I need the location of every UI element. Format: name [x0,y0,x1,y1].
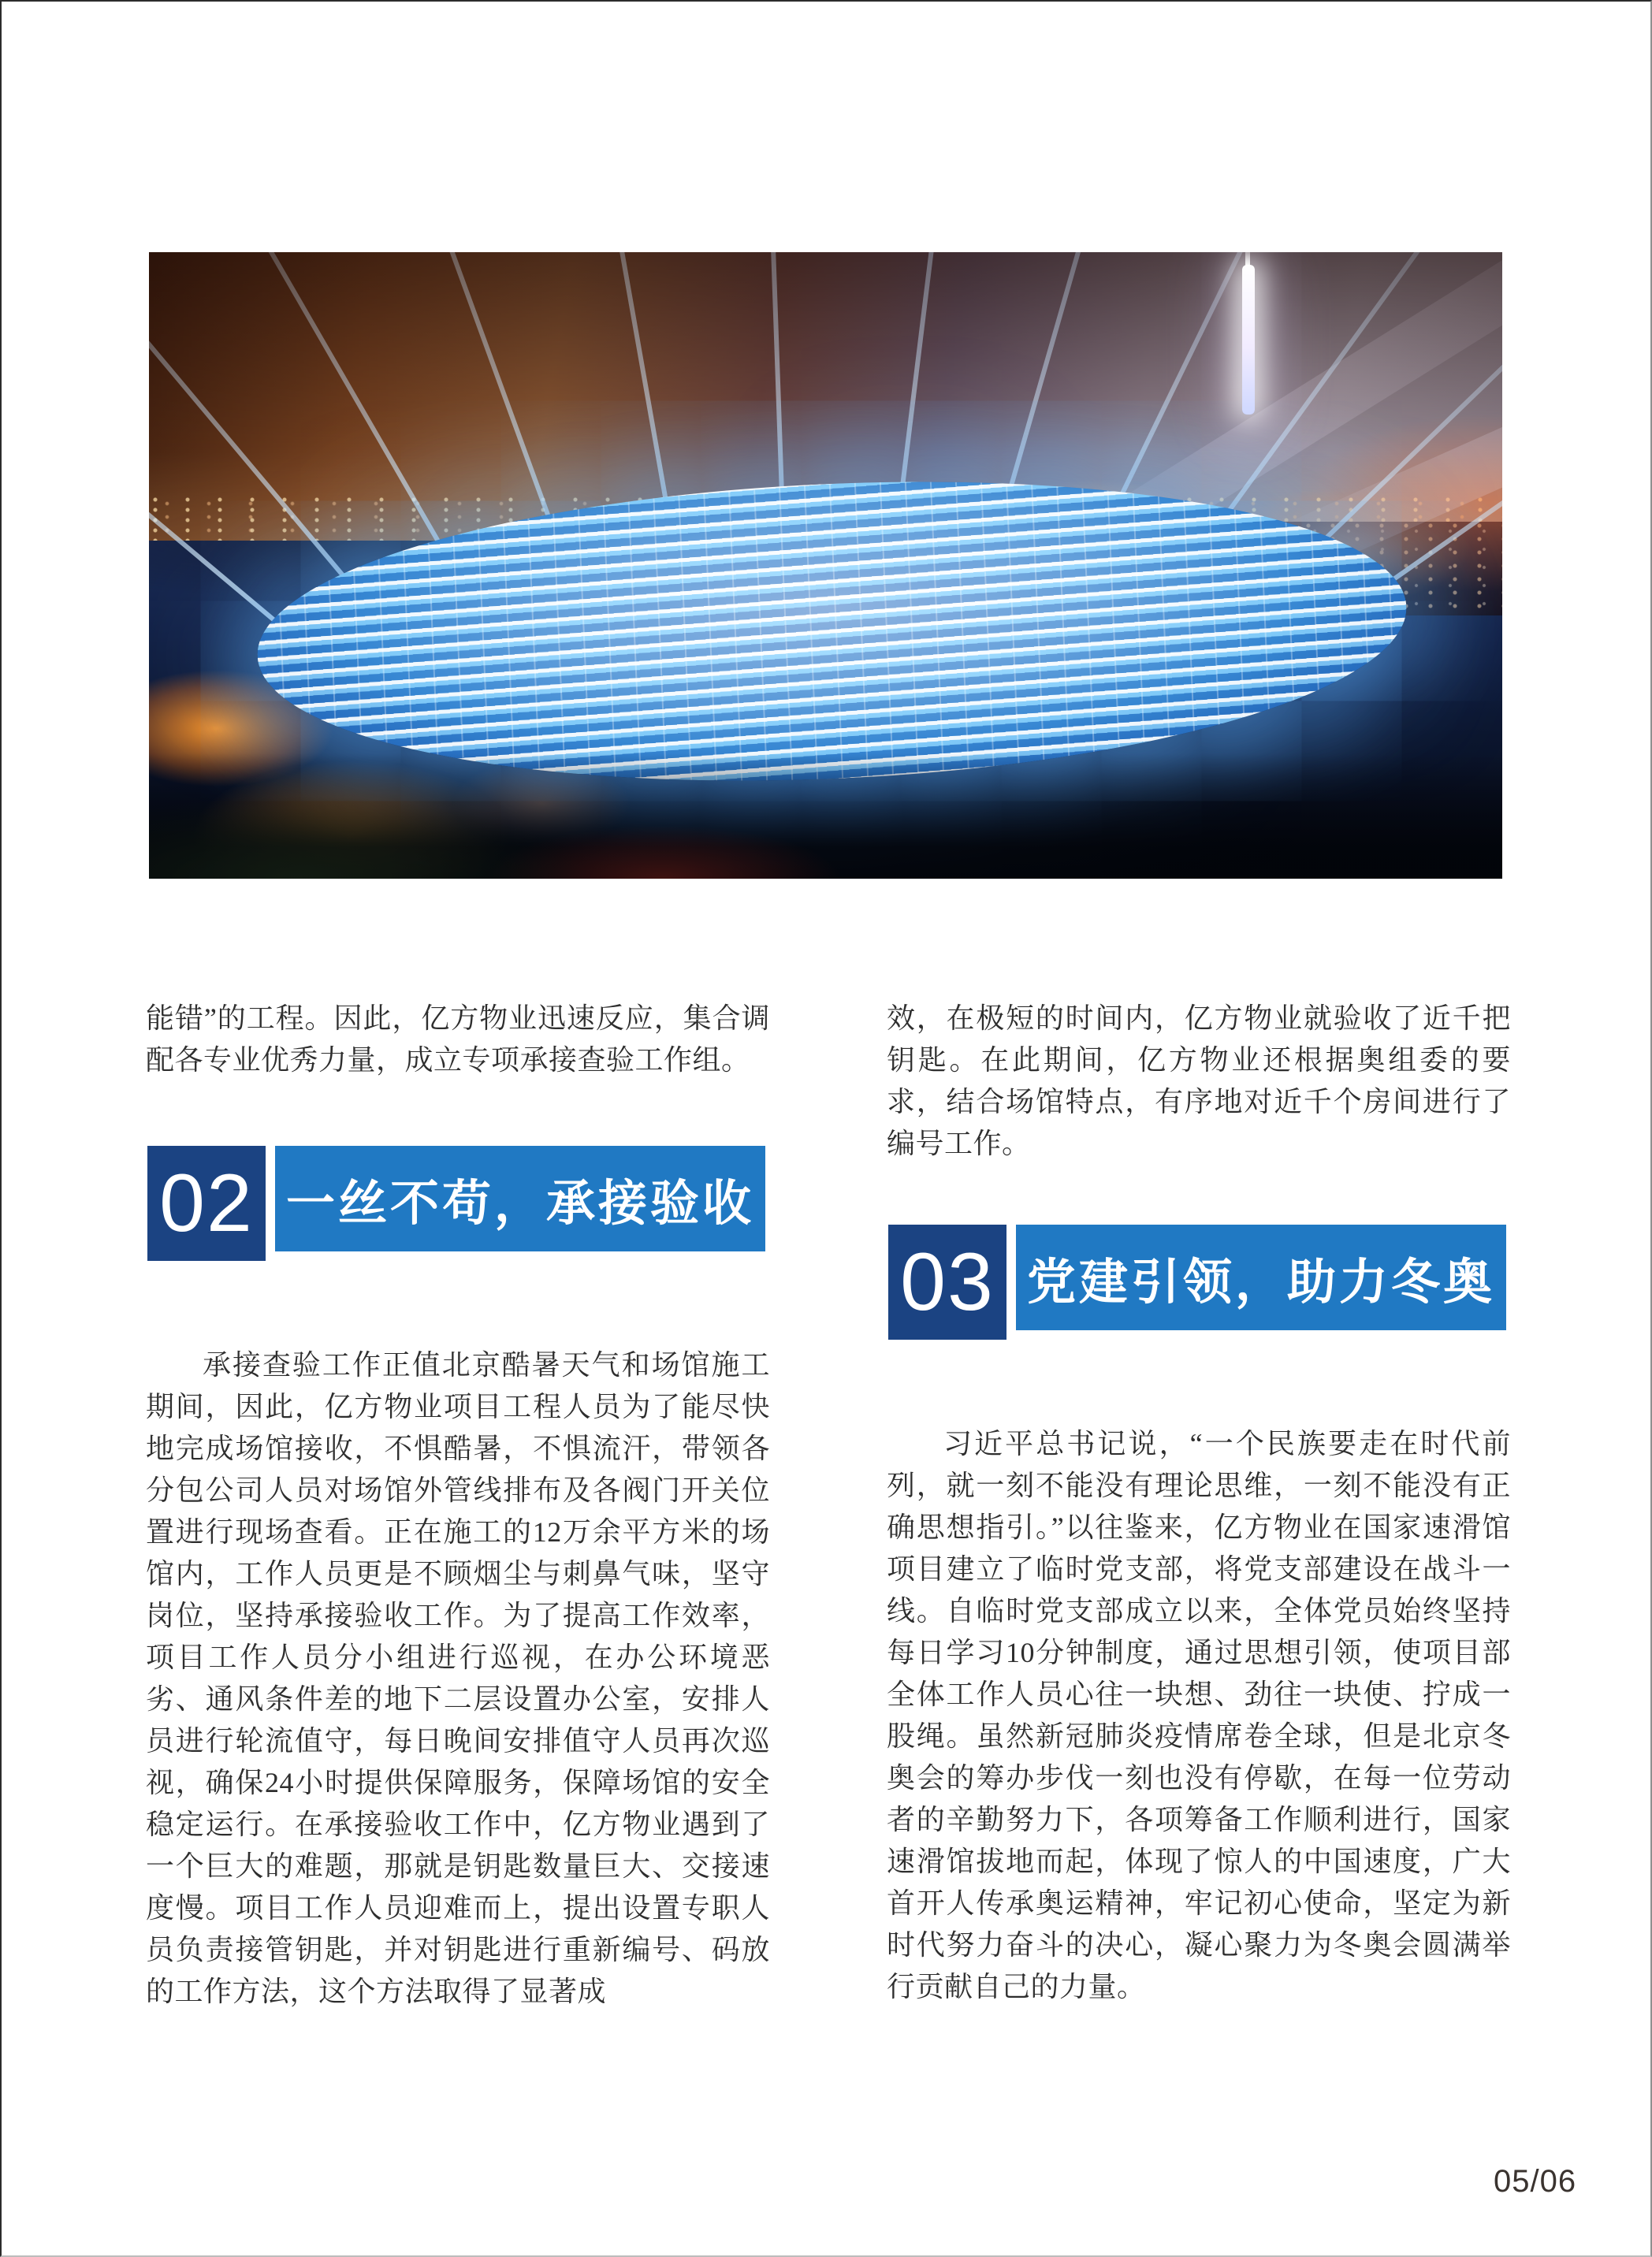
page-number: 05/06 [1494,2164,1577,2199]
section-03-header [888,1225,1506,1340]
section-02-body-paragraph: 承接查验工作正值北京酷暑天气和场馆施工期间，因此，亿方物业项目工程人员为了能尽快地完成场馆接收，不惧酷暑，不惧流汗，带领各分包公司人员对场馆外管线排布及各阀门开关位置进行现场查看。正在施工的12万余平方米的场馆内，工作人员更是不顾烟尘与刺鼻气味，坚守岗位，坚持承接验收工作。为了提高工作效率，项目工作人员分小组进行巡视，在办公环境恶劣、通风条件差的地下二层设置办公室，安排人员进行轮流值守，每日晚间安排值守人员再次巡视，确保24小时提供保障服务，保障场馆的安全稳定运行。在承接验收工作中，亿方物业遇到了一个巨大的难题，那就是钥匙数量巨大、交接速度慢。项目工作人员迎难而上，提出设置专职人员负责接管钥匙，并对钥匙进行重新编号、码放的工作方法，这个方法取得了显著成 [146,1349,770,2007]
right-column-intro-paragraph: 效，在极短的时间内，亿方物业就验收了近千把钥匙。在此期间，亿方物业还根据奥组委的要求，结合场馆特点，有序地对近千个房间进行了编号工作。 [887,1002,1511,1159]
section-02-title: 一丝不苟，承接验收 [275,1146,765,1251]
section-03-number: 03 [888,1225,1006,1340]
photo-foreground [149,753,1502,879]
stadium-night-photo [149,252,1502,879]
section-02-number: 02 [147,1146,266,1261]
photo-olympic-tower [1242,265,1255,415]
section-03-body-paragraph: 习近平总书记说，“一个民族要走在时代前列，就一刻不能没有理论思维，一刻不能没有正确思想指引。”以往鉴来，亿方物业在国家速滑馆项目建立了临时党支部，将党支部建设在战斗一线。自临时党支部成立以来，全体党员始终坚持每日学习10分钟制度，通过思想引领，使项目部全体工作人员心往一块想、劲往一块使、拧成一股绳。虽然新冠肺炎疫情席卷全球，但是北京冬奥会的筹办步伐一刻也没有停歇，在每一位劳动者的辛勤努力下，各项筹备工作顺利进行，国家速滑馆拔地而起，体现了惊人的中国速度，广大首开人传承奥运精神，牢记初心使命，坚定为新时代努力奋斗的决心，凝心聚力为冬奥会圆满举行贡献自己的力量。 [887,1428,1511,2002]
section-03-title: 党建引领，助力冬奥 [1016,1225,1506,1330]
section-02-header [147,1146,765,1261]
left-column-intro-paragraph: 能错”的工程。因此，亿方物业迅速反应，集合调配各专业优秀力量，成立专项承接查验工作组。 [146,1002,770,1076]
